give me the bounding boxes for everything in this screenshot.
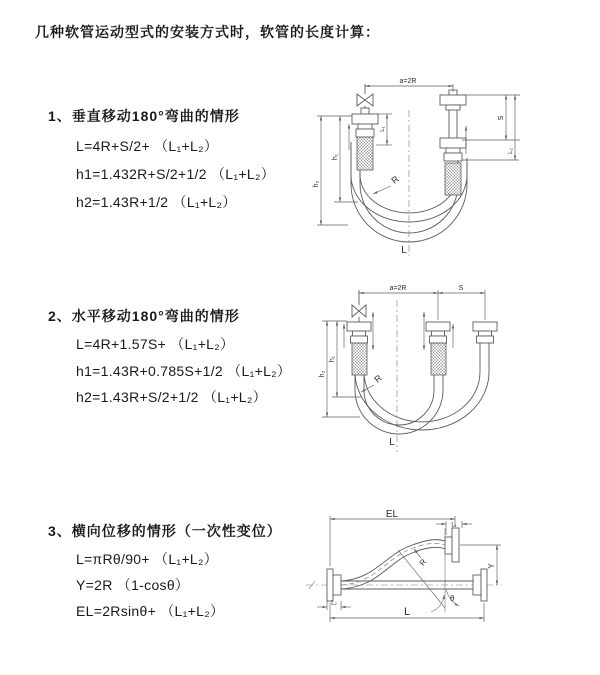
dim-a2r <box>365 78 453 92</box>
braid-middle <box>431 343 446 375</box>
hose-u-bends <box>355 343 489 434</box>
dim-l2 <box>317 601 351 611</box>
dim-top <box>359 285 485 320</box>
dim-h1-label: h₁ <box>329 355 336 363</box>
dim-h2-label: h₂ <box>319 370 326 378</box>
section-3-formula-L: L=πRθ/90+ （L₁+L₂） <box>76 551 219 567</box>
flange-right-displaced <box>445 528 459 562</box>
radius-label: R <box>372 372 384 385</box>
fitting-right-lower <box>440 138 466 161</box>
radius-callout <box>373 173 401 194</box>
fitting-left <box>347 322 371 343</box>
dim-l1-label: L₁ <box>380 126 386 132</box>
flange-left <box>327 569 341 601</box>
dim-s-label: S <box>498 115 505 121</box>
dim-el-label: EL <box>385 509 399 520</box>
hose-s-curve <box>341 540 445 589</box>
dim-l <box>330 600 484 622</box>
section-1-heading: 1、垂直移动180°弯曲的情形 <box>48 108 240 124</box>
flange-right-straight <box>473 569 487 601</box>
section-2-formula-h1: h1=1.43R+0.785S+1/2 （L₁+L₂） <box>76 363 292 379</box>
section-1-formula-h2: h2=1.43R+1/2 （L₁+L₂） <box>76 194 237 210</box>
diagram-vertical-180-bend <box>310 70 540 265</box>
braid-left <box>357 137 373 170</box>
section-1-formula-L: L=4R+S/2+ （L₁+L₂） <box>76 138 219 154</box>
diagram-lateral-displacement <box>300 508 515 648</box>
length-label: L <box>401 245 407 256</box>
dim-s-label: S <box>458 285 464 292</box>
page-title: 几种软管运动型式的安装方式时，软管的长度计算： <box>35 24 380 40</box>
dim-a2r-label: a=2R <box>399 78 417 85</box>
valve-icon <box>357 84 373 108</box>
theta-label: θ <box>450 594 455 603</box>
dim-el <box>330 509 455 566</box>
fitting-right-upper <box>440 90 466 138</box>
length-label: L <box>389 437 395 448</box>
fitting-middle <box>426 322 450 343</box>
valve-icon <box>352 290 366 322</box>
length-label: L <box>403 606 411 618</box>
dim-l2-label: L₂ <box>331 600 337 607</box>
radius-label: R <box>389 173 401 186</box>
fitting-left <box>352 108 378 137</box>
braid-right <box>445 163 461 195</box>
dim-l1-label: L₁ <box>451 522 457 529</box>
section-1-formula-h1: h1=1.432R+S/2+1/2 （L₁+L₂） <box>76 166 276 182</box>
section-2-heading: 2、水平移动180°弯曲的情形 <box>48 308 240 324</box>
dim-l2-label: L₂ <box>508 148 514 154</box>
dim-h2-label: h₂ <box>313 180 320 188</box>
section-2-formula-L: L=4R+1.57S+ （L₁+L₂） <box>76 336 235 352</box>
dim-a2r-label: a=2R <box>389 285 407 292</box>
dim-right <box>462 95 520 160</box>
radius-label: R <box>417 557 429 568</box>
fitting-right-displaced <box>473 322 497 343</box>
section-3-heading: 3、横向位移的情形（一次性变位） <box>48 523 282 539</box>
radius-callout <box>414 549 429 567</box>
section-2-formula-h2: h2=1.43R+S/2+1/2 （L₁+L₂） <box>76 389 267 405</box>
section-3-formula-Y: Y=2R （1-cosθ） <box>76 577 190 593</box>
dim-fitting-lengths <box>373 312 424 350</box>
diagram-horizontal-180-bend <box>315 283 515 455</box>
braid-left <box>352 343 367 375</box>
dim-h1-label: h₁ <box>332 153 339 161</box>
section-3-formula-EL: EL=2Rsinθ+ （L₁+L₂） <box>76 603 225 619</box>
dim-y-label: Y <box>487 563 496 569</box>
